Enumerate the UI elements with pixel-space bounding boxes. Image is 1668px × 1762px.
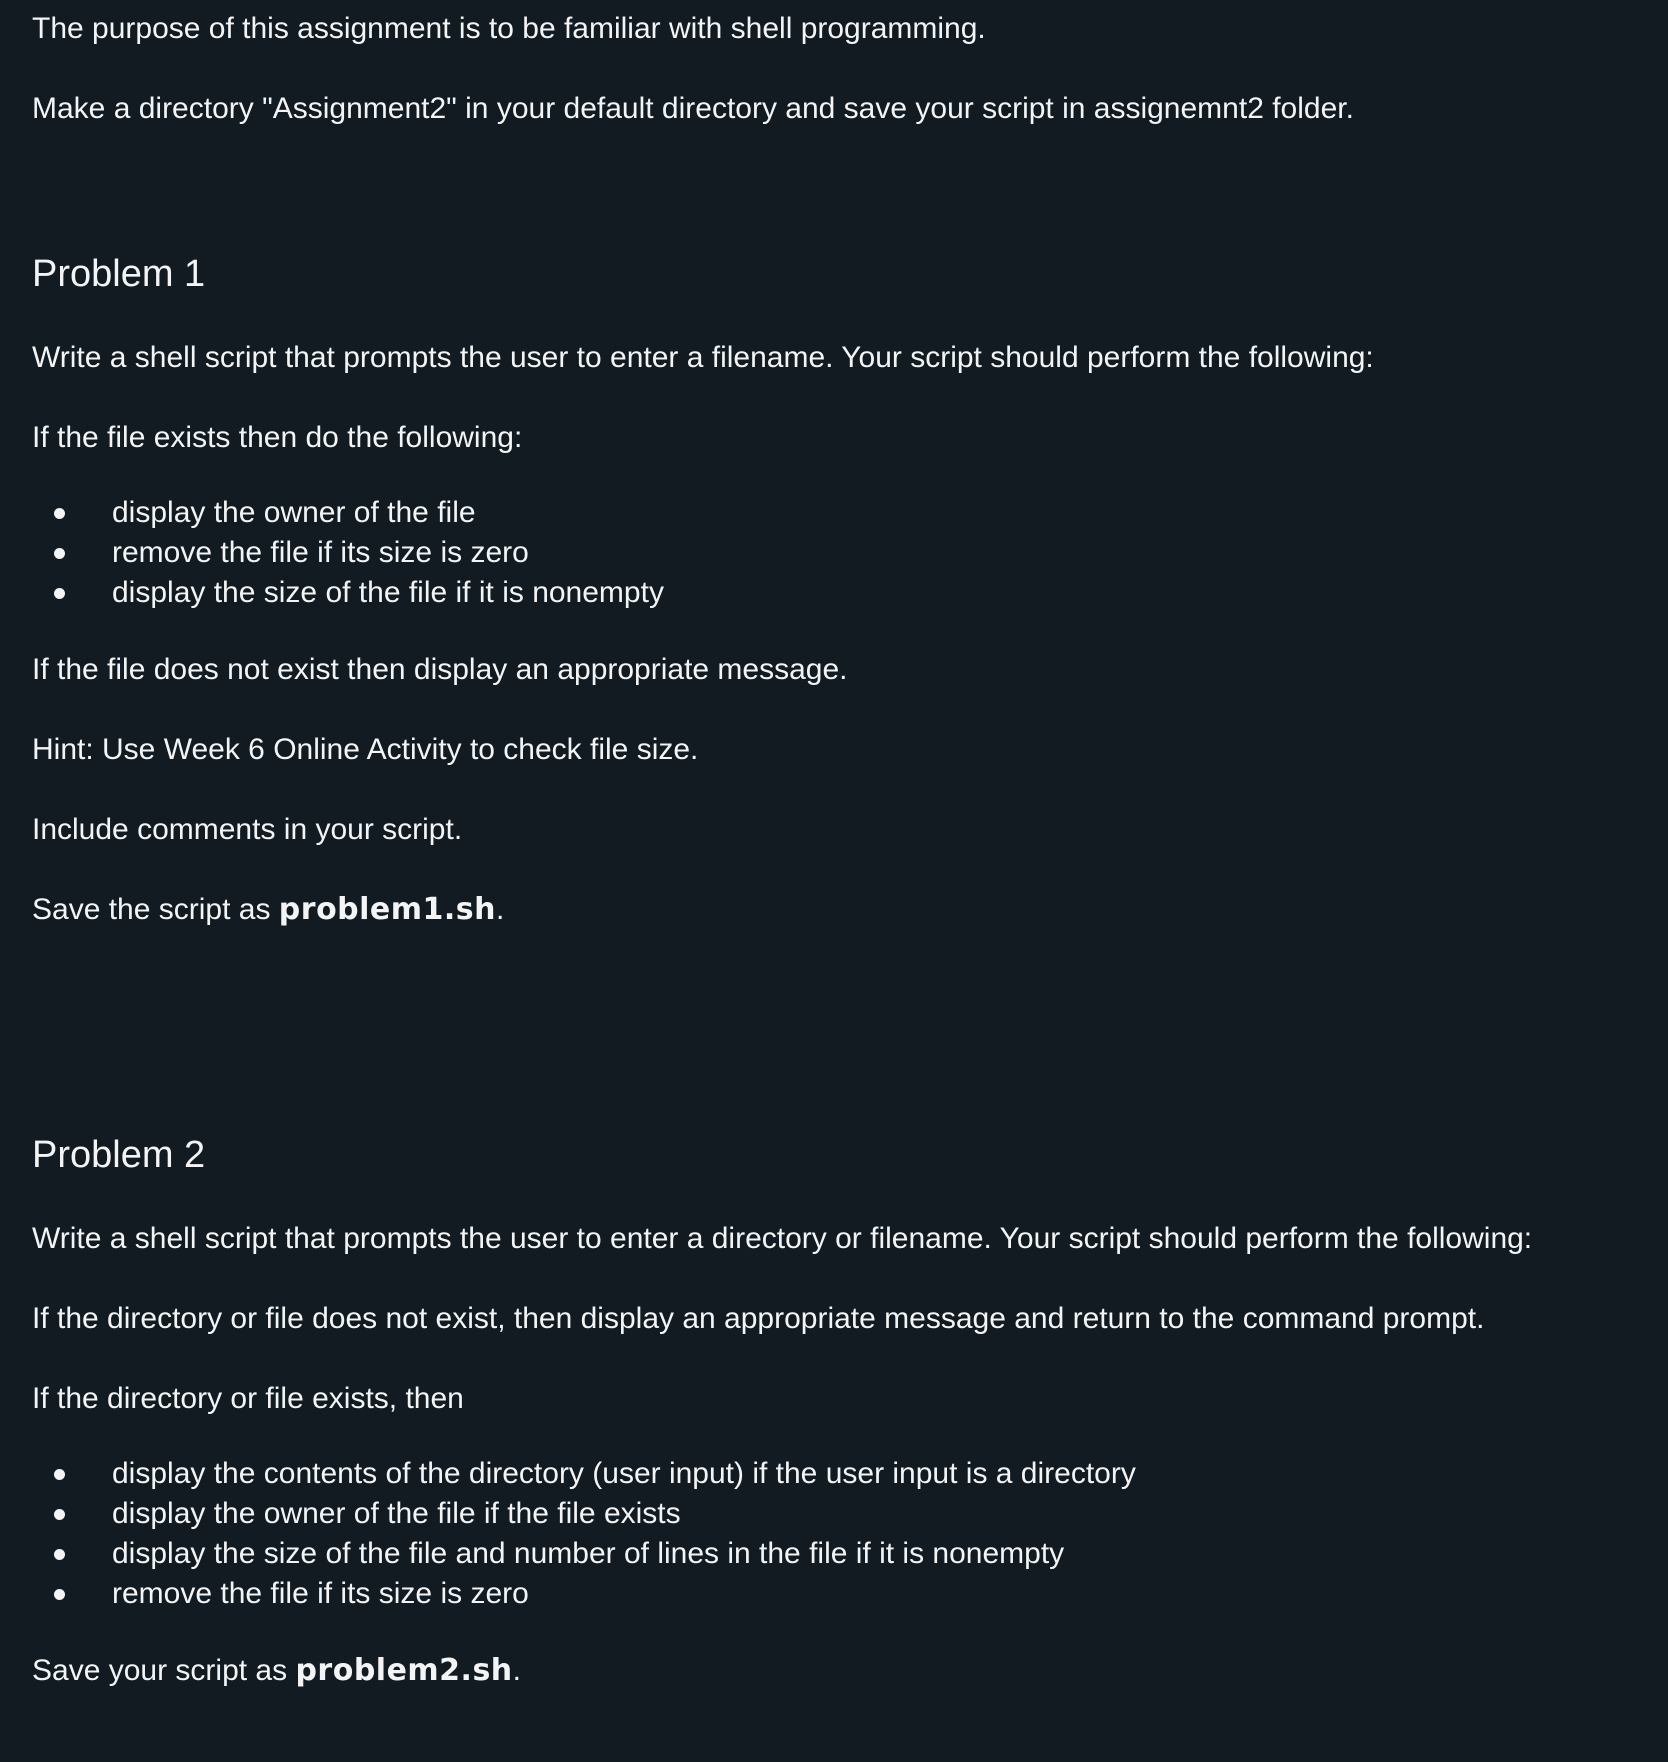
problem1-prompt: Write a shell script that prompts the user to enter a filename. Your script should perform the following:: [32, 341, 1374, 374]
problem2-heading: Problem 2: [32, 1134, 206, 1176]
problem1-heading: Problem 1: [32, 253, 206, 295]
problem1-exists-intro: If the file exists then do the following:: [32, 421, 523, 454]
bullet-icon: [54, 1549, 65, 1560]
problem2-prompt: Write a shell script that prompts the user to enter a directory or filename. Your script should perform the following:: [32, 1222, 1533, 1255]
problem2-exists-intro: If the directory or file exists, then: [32, 1382, 464, 1415]
problem2-filename: problem2.sh: [295, 1653, 513, 1688]
list-item: remove the file if its size is zero: [112, 533, 664, 573]
intro-purpose: The purpose of this assignment is to be familiar with shell programming.: [32, 12, 986, 45]
bullet-icon: [54, 588, 65, 599]
problem2-not-exist: If the directory or file does not exist, then display an appropriate message and return to the command prompt.: [32, 1302, 1485, 1335]
list-item: display the size of the file if it is nonempty: [112, 573, 664, 613]
list-item: display the owner of the file: [112, 493, 664, 533]
bullet-icon: [54, 1509, 65, 1520]
intro-directory: Make a directory "Assignment2" in your default directory and save your script in assignemnt2 folder.: [32, 92, 1354, 125]
bullet-icon: [54, 1469, 65, 1480]
list-item: display the size of the file and number of lines in the file if it is nonempty: [112, 1534, 1136, 1574]
bullet-icon: [54, 548, 65, 559]
bullet-icon: [54, 1589, 65, 1600]
problem1-not-exist: If the file does not exist then display an appropriate message.: [32, 653, 848, 686]
problem1-filename: problem1.sh: [278, 892, 497, 927]
problem2-bullet-list: [32, 1454, 1136, 1614]
problem1-bullet-list: [32, 493, 664, 613]
bullet-icon: [54, 508, 65, 519]
list-item: display the contents of the directory (user input) if the user input is a directory: [112, 1454, 1136, 1494]
problem2-save-line: Save your script as problem2.sh.: [32, 1653, 522, 1688]
problem1-save-line: Save the script as problem1.sh.: [32, 892, 505, 927]
problem1-hint: Hint: Use Week 6 Online Activity to check file size.: [32, 733, 699, 766]
problem1-comments: Include comments in your script.: [32, 813, 463, 846]
list-item: display the owner of the file if the file exists: [112, 1494, 1136, 1534]
list-item: remove the file if its size is zero: [112, 1574, 1136, 1614]
